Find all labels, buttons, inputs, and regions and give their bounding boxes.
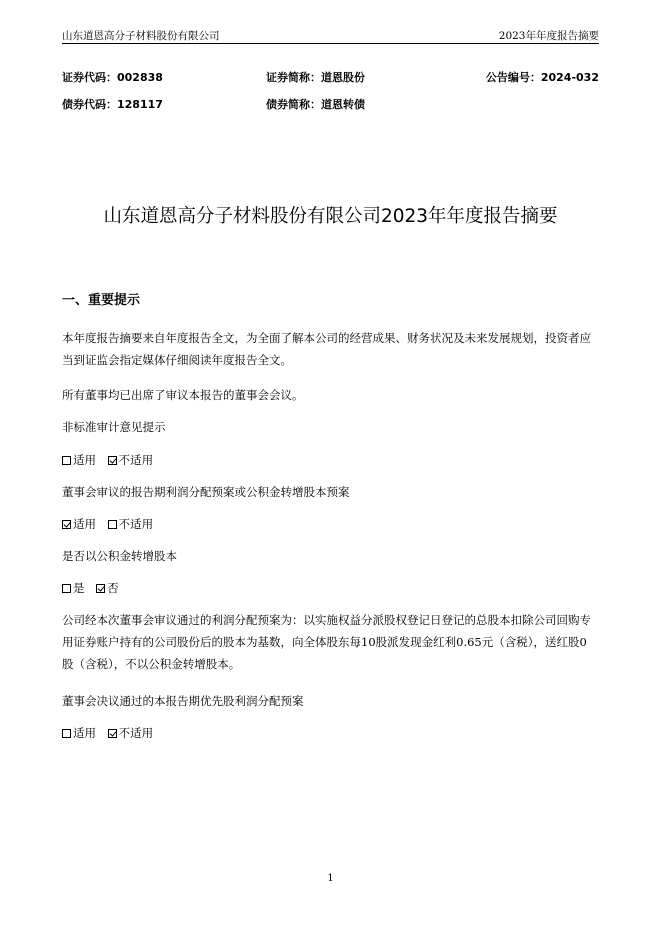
checkbox-empty-icon [62,584,71,593]
option-row-audit [62,452,161,469]
paragraph-preferred-stock: 董事会决议通过的本报告期优先股利润分配预案 [62,694,304,708]
bond-code: 债券代码：128117 [62,98,163,111]
page-number: 1 [327,873,334,884]
section-heading: 一、重要提示 [62,293,141,308]
option-applicable[interactable]: 适用 [62,516,96,532]
page-header [62,26,599,44]
paragraph-intro: 本年度报告摘要来自年度报告全文，为全面了解本公司的经营成果、财务状况及未来发展规划，投资者应当到证监会指定媒体仔细阅读年度报告全文。 [62,331,591,367]
checkbox-empty-icon [62,456,71,465]
option-row-yes-no [62,580,127,597]
header-report-name: 2023年年度报告摘要 [498,30,599,42]
document-title: 山东道恩高分子材料股份有限公司2023年年度报告摘要 [103,206,558,227]
paragraph-audit-opinion: 非标准审计意见提示 [62,420,166,434]
option-applicable[interactable]: 适用 [62,725,96,741]
option-yes[interactable]: 是 [62,580,85,596]
paragraph-board-attendance: 所有董事均已出席了审议本报告的董事会会议。 [62,388,304,402]
notice-number: 公告编号：2024-032 [485,71,599,84]
checkbox-empty-icon [108,520,117,529]
checkbox-checked-icon [108,729,117,738]
option-row-preferred [62,725,161,742]
checkbox-checked-icon [108,456,117,465]
paragraph-dividend-plan: 公司经本次董事会审议通过的利润分配预案为：以实施权益分派股权登记日登记的总股本扣除公司回购专用证券账户持有的公司股份后的股本为基数，向全体股东每10股派发现金红利0.65元（含税），送红股0股（含税），不以公积金转增股本。 [62,613,591,671]
header-company: 山东道恩高分子材料股份有限公司 [62,30,220,42]
paragraph-profit-plan: 董事会审议的报告期利润分配预案或公积金转增股本预案 [62,485,350,499]
option-applicable[interactable]: 适用 [62,452,96,468]
checkbox-checked-icon [96,584,105,593]
option-no[interactable]: 否 [96,580,119,596]
option-not-applicable[interactable]: 不适用 [108,725,154,741]
stock-name: 证券简称：道恩股份 [266,71,365,84]
option-row-profit [62,516,161,533]
bond-name: 债券简称：道恩转债 [266,98,365,111]
checkbox-empty-icon [62,729,71,738]
stock-code: 证券代码：002838 [62,71,163,84]
checkbox-checked-icon [62,520,71,529]
option-not-applicable[interactable]: 不适用 [108,516,154,532]
option-not-applicable[interactable]: 不适用 [108,452,154,468]
paragraph-capital-reserve: 是否以公积金转增股本 [62,549,177,563]
